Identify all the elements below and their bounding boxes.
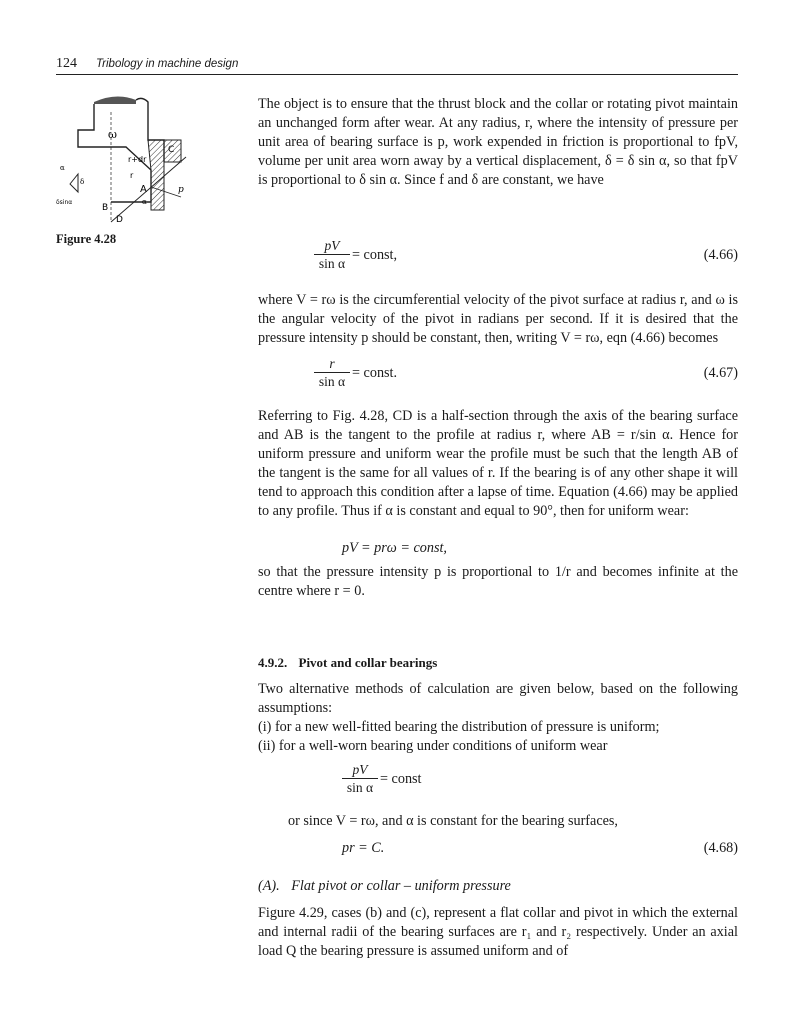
- page-number: 124: [56, 56, 77, 71]
- paragraph-4: so that the pressure intensity p is proportional to 1/r and becomes infinite at the centre where r = 0.: [258, 564, 738, 599]
- r-label: r: [130, 171, 134, 180]
- equation-pv-const: [258, 762, 738, 802]
- dsina-label: δsinα: [56, 199, 73, 206]
- eq467-numerator: r: [329, 356, 335, 371]
- eq467-bar: [314, 372, 350, 373]
- c-label: C: [168, 145, 175, 155]
- equation-pv-pr-omega: [258, 540, 738, 562]
- paragraph-2: where V = rω is the circumferential velocity of the pivot surface at radius r, and ω is the angular velocity of the pivot in radians per second. If it is desired that the pressure intensity p should be constant, then, writing V = rω, eqn (4.66) becomes: [258, 292, 738, 346]
- pivot-diagram: [56, 92, 256, 242]
- eq466-label: (4.66): [703, 247, 738, 263]
- b-label: B: [102, 203, 109, 213]
- header-rule: [56, 74, 738, 75]
- alpha-label: α: [60, 164, 65, 172]
- wear-triangle: [70, 174, 78, 192]
- eq466-numerator: pV: [324, 238, 340, 253]
- r-dr-label: r+dr: [128, 155, 147, 164]
- paragraph-2-block: [258, 291, 738, 348]
- omega-label: ω: [108, 128, 117, 141]
- eq-pv-text: pV = prω = const,: [342, 540, 447, 556]
- eq466-bar: [314, 254, 350, 255]
- equation-4-68: [258, 840, 738, 862]
- eq467-rhs: = const.: [352, 365, 398, 381]
- page-header: [56, 56, 738, 78]
- paragraph-1-block: [258, 95, 738, 190]
- section-heading: [258, 655, 437, 671]
- figure-caption: Figure 4.28: [56, 232, 117, 246]
- section-number: 4.9.2.: [258, 655, 288, 670]
- paragraph-5: Two alternative methods of calculation are given below, based on the following assumptions:: [258, 681, 738, 716]
- paragraph-1: The object is to ensure that the thrust block and the collar or rotating pivot maintain an unchanged form after wear. At any radius, r, where the intensity of pressure per unit area of bearing surface is p, work expended in friction is proportional to fpV, volume per unit area worn away by a vertical displacement, δ = δ sin α, so that fpV is proportional to δ sin α. Since f and δ are constant, we have: [258, 96, 738, 188]
- paragraph-7-block: [258, 904, 738, 961]
- eq466-rhs: = const,: [352, 247, 398, 263]
- eqconst-rhs: = const: [380, 771, 422, 787]
- running-title: Tribology in machine design: [96, 58, 239, 70]
- eq466-denominator: sin α: [318, 256, 346, 271]
- assumption-ii: (ii) for a well-worn bearing under conditions of uniform wear: [258, 738, 608, 754]
- eqconst-fraction: [342, 762, 378, 795]
- paragraph-3-block: [258, 407, 738, 521]
- equation-4-66: [258, 238, 738, 278]
- equation-4-67: [258, 356, 738, 396]
- eq466-fraction: [314, 238, 350, 271]
- eqconst-bar: [342, 778, 378, 779]
- eq467-fraction: [314, 356, 350, 389]
- eq468-label: (4.68): [703, 840, 738, 856]
- eq468-text: pr = C.: [342, 840, 385, 856]
- subsection-heading: [258, 877, 738, 896]
- p-label: p: [178, 185, 184, 195]
- assumption-i: (i) for a new well-fitted bearing the distribution of pressure is uniform;: [258, 719, 660, 735]
- figure-4-28: [56, 92, 256, 242]
- eq467-label: (4.67): [703, 365, 738, 381]
- d-label: D: [116, 215, 123, 225]
- section-title: Pivot and collar bearings: [298, 655, 438, 670]
- alpha2-label: α: [142, 198, 147, 206]
- paragraph-5-block: [258, 680, 738, 756]
- subsection-title: Flat pivot or collar – uniform pressure: [291, 878, 511, 894]
- paragraph-6: or since V = rω, and α is constant for the bearing surfaces,: [288, 813, 618, 829]
- eq467-denominator: sin α: [318, 374, 346, 389]
- eqconst-numerator: pV: [352, 762, 368, 777]
- subsection-label: (A).: [258, 878, 280, 894]
- a-label: A: [140, 184, 147, 195]
- paragraph-3: Referring to Fig. 4.28, CD is a half-section through the axis of the bearing surface and AB is the tangent to the profile at radius r, where AB = r/sin α. Hence for uniform pressure and uniform wear the profile must be such that the length AB of the tangent is the same for all values of r. If the bearing is of any other shape it will tend to approach this condition after a lapse of time. Equation (4.66) may be applied to any profile. Thus if α is constant and equal to 90°, then for uniform wear:: [258, 408, 738, 519]
- paragraph-4-block: [258, 563, 738, 601]
- paragraph-6-block: [258, 812, 738, 831]
- paragraph-7: Figure 4.29, cases (b) and (c), represent a flat collar and pivot in which the external and internal radii of the bearing surfaces are r₁ and r₂ respectively. Under an axial load Q the bearing pressure is assumed uniform and of: [258, 905, 738, 959]
- delta-label: δ: [80, 178, 85, 186]
- shaft-cap-hatch: [94, 96, 136, 104]
- eqconst-denominator: sin α: [346, 780, 374, 795]
